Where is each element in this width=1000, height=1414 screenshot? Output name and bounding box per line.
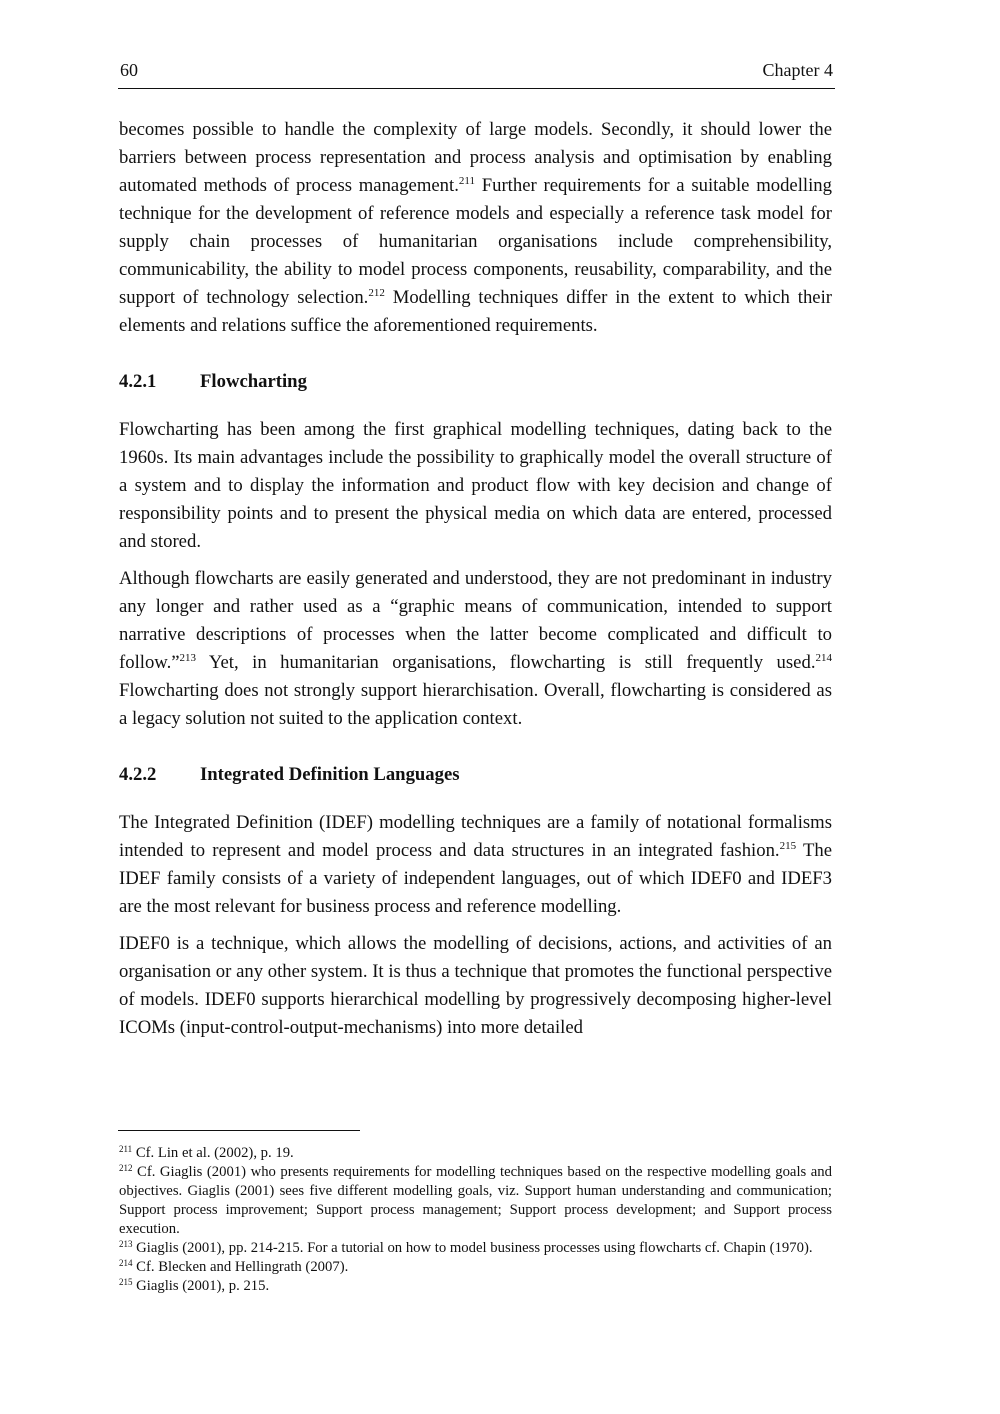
footnote (119, 1239, 832, 1258)
flow-text-2: Yet, in humanitarian organisations, flowcharting is still frequently used. (196, 652, 816, 673)
footnote-ref-211[interactable]: 211 (458, 175, 475, 187)
intro-paragraph (119, 116, 832, 340)
footnote-ref-212[interactable]: 212 (368, 287, 385, 299)
body-text (119, 116, 832, 1051)
intro-text-1: becomes possible to handle the complexity of large models. Secondly, it should lower the barriers between process representation and process analysis and optimisation by enabling automated methods of process management. (119, 119, 832, 196)
footnote (119, 1144, 832, 1163)
footnote-ref-215[interactable]: 215 (779, 840, 797, 852)
section-number: 4.2.1 (119, 371, 157, 392)
flowcharting-paragraph-1: Flowcharting has been among the first graphical modelling techniques, dating back to the 1960s. Its main advantages include the possibility to graphically model the overall structure of a system and to display the information and product flow with key decision and change of responsibility points and to present the physical media on which data are entered, processed and stored. (119, 419, 832, 552)
flow-text-3: Flowcharting does not strongly support hierarchisation. Overall, flowcharting is considered as a legacy solution not suited to the application context. (119, 680, 832, 729)
chapter-title: Chapter 4 (762, 60, 833, 80)
section-number: 4.2.2 (119, 764, 157, 785)
footnote-text: Giaglis (2001), p. 215. (132, 1278, 270, 1294)
section-heading-flowcharting (119, 368, 832, 396)
idef-paragraph-2: IDEF0 is a technique, which allows the modelling of decisions, actions, and activities of an organisation or any other system. It is thus a technique that promotes the functional perspective of models. IDEF0 supports hierarchical modelling by progressively decomposing higher-level ICOMs (input-control-output-mechanisms) into more detailed (119, 933, 832, 1038)
flowcharting-paragraph-2 (119, 565, 832, 733)
footnotes (119, 1144, 832, 1296)
idef-paragraph-1 (119, 809, 832, 921)
flow-text-1: Although flowcharts are easily generated and understood, they are not predominant in industry any longer and rather used as a “graphic means of communication, intended to support narrative descriptions of processes when the latter become complicated and difficult to follow.” (119, 568, 832, 673)
idef-text-2: The IDEF family consists of a variety of independent languages, out of which IDEF0 and IDEF3 are the most relevant for business process and reference modelling. (119, 840, 833, 917)
footnote-number: 211 (119, 1144, 133, 1154)
footnote (119, 1277, 832, 1296)
footnote-number: 215 (119, 1277, 133, 1287)
running-header (118, 58, 835, 89)
footnote (119, 1258, 832, 1277)
footnote (119, 1163, 832, 1239)
page-number: 60 (120, 60, 138, 80)
footnote-text: Cf. Giaglis (2001) who presents requirements for modelling techniques based on the respective modelling goals and objectives. Giaglis (2001) sees five different modelling goals, viz. Support human understanding and communication; Support process improvement; Support process management; Support process development; and Support process execution. (119, 1164, 832, 1237)
section-title: Flowcharting (200, 371, 307, 392)
intro-text-3: Modelling techniques differ in the extent to which their elements and relations suffice the aforementioned requirements. (119, 287, 832, 336)
intro-text-2: Further requirements for a suitable modelling technique for the development of reference models and especially a reference task model for supply chain processes of humanitarian organisations include comprehensibility, communicability, the ability to model process components, reusability, comparability, and the support of technology selection. (119, 175, 832, 308)
idef-text-1: The Integrated Definition (IDEF) modelling techniques are a family of notational formalisms intended to represent and model process and data structures in an integrated fashion. (119, 812, 832, 861)
footnote-text: Cf. Lin et al. (2002), p. 19. (132, 1145, 294, 1161)
footnote-divider (118, 1130, 360, 1131)
footnote-ref-214[interactable]: 214 (815, 652, 832, 664)
section-title: Integrated Definition Languages (200, 764, 460, 785)
footnote-text: Cf. Blecken and Hellingrath (2007). (132, 1259, 349, 1275)
footnote-ref-213[interactable]: 213 (179, 652, 197, 664)
footnote-number: 214 (119, 1258, 133, 1268)
footnote-text: Giaglis (2001), pp. 214-215. For a tutorial on how to model business processes using flowcharts cf. Chapin (1970). (132, 1240, 813, 1256)
footnote-number: 213 (119, 1239, 133, 1249)
section-heading-idef (119, 761, 832, 789)
footnote-number: 212 (119, 1163, 133, 1173)
